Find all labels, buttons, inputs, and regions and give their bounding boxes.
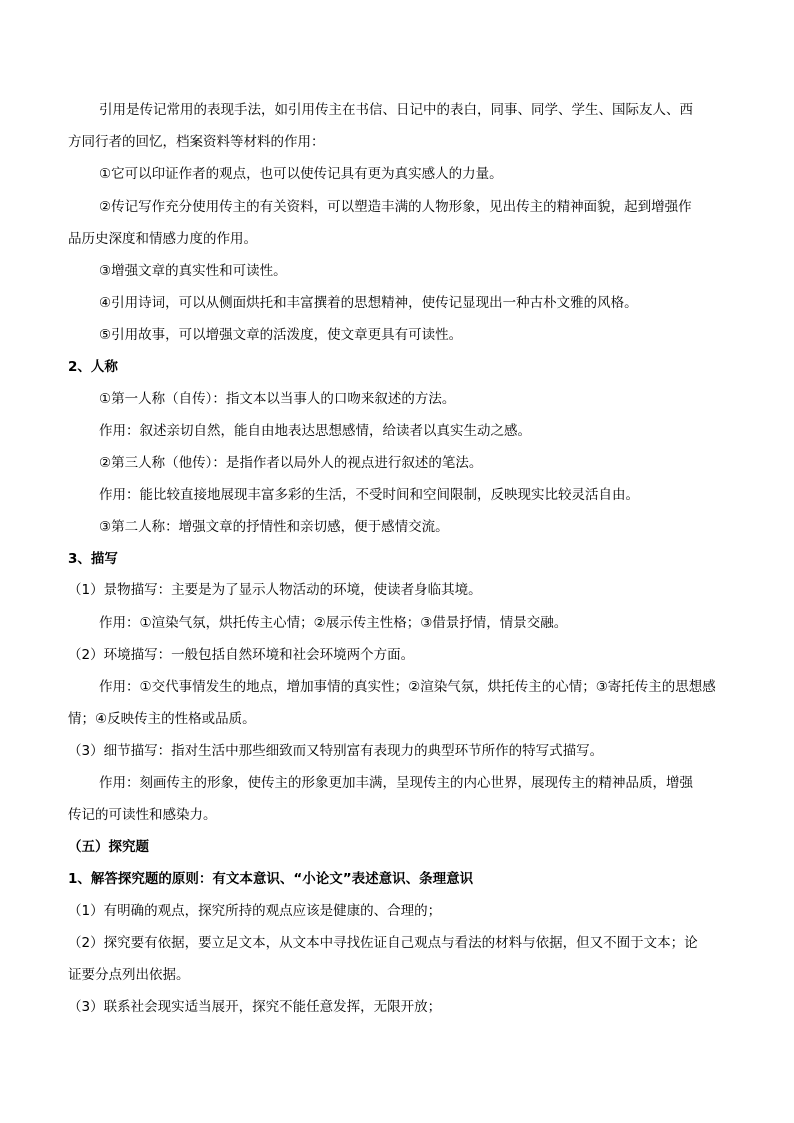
quote-effect-1: ①它可以印证作者的观点，也可以使传记具有更为真实感人的力量。 [99,166,503,182]
detail-description: （3）细节描写：指对生活中那些细致而又特别富有表现力的典型环节所作的特写式描写。 [68,743,604,759]
environment-description: （2）环境描写：一般包括自然环境和社会环境两个方面。 [68,647,415,663]
environment-effect-1: 作用：①交代事情发生的地点，增加事情的真实性；②渲染气氛，烘托传主的心情；③寄托传主的思想感 [99,679,716,695]
person-line-5: ③第二人称：增强文章的抒情性和亲切感，便于感情交流。 [99,519,449,535]
scenery-effect: 作用：①渲染气氛，烘托传主心情；②展示传主性格；③借景抒情，情景交融。 [99,615,568,631]
explore-item-2-cont: 证要分点列出依据。 [68,967,190,983]
person-line-3: ②第三人称（他传）：是指作者以局外人的视点进行叙述的笔法。 [99,455,483,471]
explore-item-2: （2）探究要有依据，要立足文本，从文本中寻找佐证自己观点与看法的材料与依据，但又不囿于文本；论 [68,935,698,951]
explore-item-3: （3）联系社会现实适当展开，探究不能任意发挥，无限开放； [68,999,442,1015]
intro-line-2: 方同行者的回忆，档案资料等材料的作用： [68,134,325,150]
environment-effect-2: 情；④反映传主的性格或品质。 [68,711,256,727]
quote-effect-5: ⑤引用故事，可以增强文章的活泼度，使文章更具有可读性。 [99,327,463,343]
quote-effect-2: ②传记写作充分使用传主的有关资料，可以塑造丰满的人物形象，见出传主的精神面貌，起到增强作 [99,199,692,215]
detail-effect-2: 传记的可读性和感染力。 [68,807,217,823]
intro-line-1: 引用是传记常用的表现手法，如引用传主在书信、日记中的表白，同事、同学、学生、国际友人、西 [99,102,693,118]
scenery-description: （1）景物描写：主要是为了显示人物活动的环境，使读者身临其境。 [68,582,482,598]
person-heading: 2、人称 [68,359,118,375]
person-line-1: ①第一人称（自传）：指文本以当事人的口吻来叙述的方法。 [99,391,456,407]
quote-effect-2-cont: 品历史深度和情感力度的作用。 [68,231,257,247]
quote-effect-3: ③增强文章的真实性和可读性。 [99,263,287,279]
explore-sub-heading: 1、解答探究题的原则：有文本意识、“小论文”表述意识、条理意识 [68,871,474,887]
quote-effect-4: ④引用诗词，可以从侧面烘托和丰富撰着的思想精神，使传记显现出一种古朴文雅的风格。 [99,295,638,311]
explore-item-1: （1）有明确的观点，探究所持的观点应该是健康的、合理的； [68,903,442,919]
explore-heading: （五）探究题 [68,839,149,855]
person-line-2: 作用：叙述亲切自然，能自由地表达思想感情，给读者以真实生动之感。 [99,423,531,439]
person-line-4: 作用：能比较直接地展现丰富多彩的生活，不受时间和空间限制，反映现实比较灵活自由。 [99,487,639,503]
detail-effect-1: 作用：刻画传主的形象，使传主的形象更加丰满，呈现传主的内心世界，展现传主的精神品质，增强 [99,775,693,791]
describe-heading: 3、描写 [68,551,118,567]
